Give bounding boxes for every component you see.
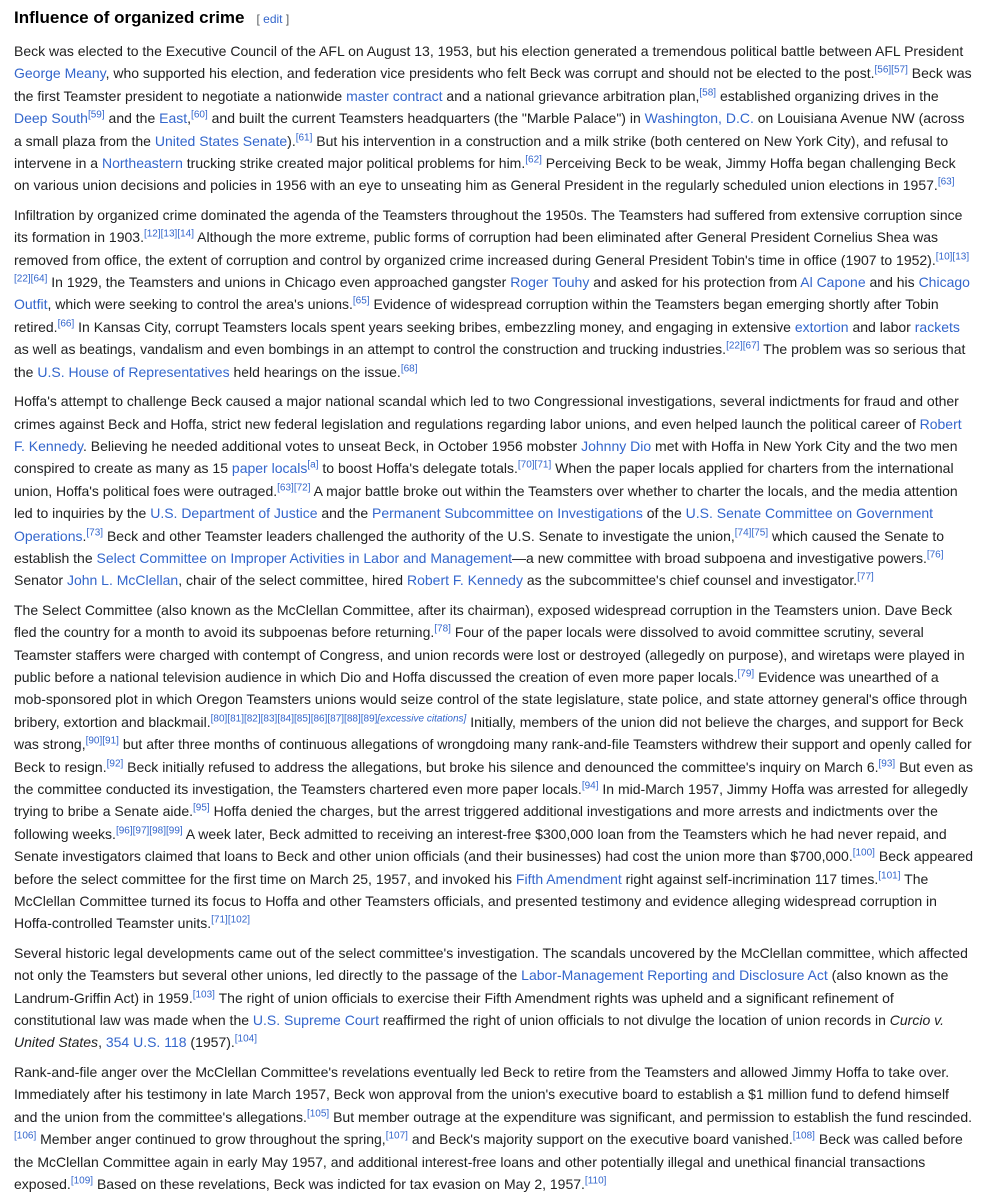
wiki-link[interactable]: Al Capone (800, 274, 866, 291)
text-run: The right of union officials to exercise their Fifth Amendment rights was upheld and a significant refinement of constitutional law was made when the (14, 989, 894, 1029)
citation-link[interactable]: [106] (14, 1130, 37, 1142)
citation-ref (235, 1034, 257, 1045)
citation-ref (525, 154, 542, 165)
wiki-link[interactable]: Chicago Outfit (14, 274, 970, 313)
text-run: and labor (848, 318, 915, 335)
citation-link[interactable]: [71][102] (211, 914, 251, 926)
citation-link[interactable]: [73] (86, 526, 104, 538)
italic-case-name: Curcio v. United States (14, 1012, 944, 1051)
wiki-link[interactable]: Robert F. Kennedy (14, 415, 962, 454)
citation-ref (144, 229, 194, 240)
excessive-citations-link[interactable]: [excessive citations] (377, 713, 467, 725)
citation-link[interactable]: [68] (400, 363, 418, 375)
paragraph-4 (14, 599, 974, 935)
citation-link[interactable]: [70][71] (517, 459, 552, 471)
text-run: Based on these revelations, Beck was indicted for tax evasion on May 2, 1957. (93, 1175, 585, 1192)
text-run: In mid-March 1957, Jimmy Hoffa was arrested for allegedly trying to bribe a Senate aide. (14, 781, 968, 820)
text-run: Hoffa's attempt to challenge Beck caused a major national scandal which led to two Congressional investigations, several indictments for fraud and other crimes against Beck and Hoffa, strict new federal legislation and regulations regarding labor unions, and even helped launch the political career of (14, 393, 959, 432)
text-run: A week later, Beck admitted to receiving an interest-free $300,000 loan from the Teamsters which he had never repaid, and Senate investigators claimed that loans to Beck and other union officials (and their businesses) had cost the union more than $700,000. (14, 825, 947, 865)
text-run: The problem was so serious that the (14, 341, 966, 380)
wiki-link[interactable]: George Meany (14, 65, 106, 82)
citation-ref (582, 780, 599, 791)
text-run: But his intervention in a construction and a milk strike (both centered on New York City), and refusal to intervene in a (14, 132, 949, 172)
wiki-link[interactable]: Select Committee on Improper Activities in Labor and Management (96, 549, 513, 566)
citation-ref (86, 736, 119, 747)
text-run: Although the more extreme, public forms of corruption had been eliminated after General President Cornelius Shea was removed from office, the extent of corruption and control by organized crime increased during General President Tobin's time in office (1907 to 1952). (14, 229, 938, 268)
citation-link[interactable]: [77] (857, 571, 874, 583)
text-run: and asked for his protection from (589, 274, 801, 291)
text-run: (also known as the Landrum-Griffin Act) in 1959. (14, 967, 949, 1006)
citation-link[interactable]: [78] (434, 623, 451, 635)
citation-ref (191, 110, 208, 121)
citation-ref (927, 549, 944, 560)
text-run: , (98, 1034, 106, 1051)
text-run: Beck was elected to the Executive Council of the AFL on August 13, 1953, but his election generated a tremendous political battle between AFL President (14, 43, 964, 59)
text-run: and Beck's majority support on the executive board vanished. (407, 1131, 793, 1148)
citation-ref (307, 460, 318, 471)
text-run: and built the current Teamsters headquarters (the "Marble Palace") in (207, 110, 645, 127)
text-run: , which were seeking to control the area's unions. (47, 296, 353, 313)
text-run: Perceiving Beck to be weak, Jimmy Hoffa began challenging Beck on various union decisions and policies in 1956 with an eye to unseating him as General President in the regularly scheduled union elections in 1957. (14, 155, 956, 194)
section-heading (14, 0, 974, 31)
citation-link[interactable]: [58] (699, 87, 717, 99)
text-run: But member outrage at the expenditure was significant, and permission to establish the fund rescinded. (329, 1108, 973, 1125)
text-run: met with Hoffa in New York City and the two men conspired to create as many as 15 (14, 437, 958, 477)
citation-link[interactable]: [90][91] (85, 735, 119, 747)
citation-link[interactable]: [105] (306, 1108, 330, 1120)
text-run: When the paper locals applied for charters from the international union, Hoffa's political foes were outraged. (14, 460, 954, 499)
text-run: and his (865, 274, 919, 291)
text-run: (1957). (186, 1034, 235, 1051)
citation-link[interactable]: [59] (87, 109, 105, 121)
wiki-link[interactable]: Permanent Subcommittee on Investigations (372, 505, 643, 522)
citation-ref (585, 1175, 607, 1186)
text-run: , chair of the select committee, hired (178, 572, 407, 589)
paragraph-6 (14, 1061, 974, 1195)
citation-link[interactable]: [65] (352, 295, 370, 307)
citation-link[interactable]: [100] (852, 847, 875, 859)
wiki-link[interactable]: U.S. Supreme Court (252, 1012, 379, 1029)
text-run: established organizing drives in the (716, 87, 939, 104)
paragraph-1 (14, 40, 974, 197)
edit-bracket-close: ] (282, 12, 290, 26)
wiki-link[interactable]: Labor-Management Reporting and Disclosure Act (521, 967, 828, 984)
citation-link[interactable]: [10][13][22][64] (14, 251, 970, 285)
citation-ref (88, 110, 105, 121)
text-run: In 1929, the Teamsters and unions in Chicago even approached gangster (47, 274, 511, 291)
text-run: which caused the Senate to establish the (14, 527, 945, 566)
excessive-citations-tag (377, 713, 466, 724)
citation-link[interactable]: [92] (106, 757, 124, 769)
paragraph-2 (14, 204, 974, 383)
citation-ref (699, 87, 716, 98)
citation-ref (879, 758, 896, 769)
citation-link[interactable]: [56][57] (874, 64, 908, 76)
edit-bracket-open: [ (256, 12, 264, 26)
citation-ref (116, 825, 183, 836)
wiki-link[interactable]: paper locals (231, 460, 308, 477)
text-run: to boost Hoffa's delegate totals. (318, 460, 518, 477)
text-run: of the (642, 505, 686, 522)
citation-ref (86, 527, 103, 538)
wiki-link[interactable]: East (159, 110, 188, 127)
citation-ref (401, 363, 418, 374)
text-run: ). (287, 132, 296, 149)
text-run: and a national grievance arbitration plan, (442, 87, 700, 104)
paragraph-5 (14, 942, 974, 1054)
citation-ref (58, 318, 75, 329)
citation-ref (518, 460, 551, 471)
wiki-link[interactable]: rackets (914, 318, 960, 335)
citation-ref (793, 1130, 815, 1141)
citation-link[interactable]: [74][75] (734, 526, 769, 538)
text-run: Infiltration by organized crime dominated the agenda of the Teamsters throughout the 1950s. The Teamsters had suffered from extensive corruption since its formation in 1903. (14, 206, 963, 246)
citation-ref (434, 624, 451, 635)
citation-link[interactable]: [93] (878, 757, 896, 769)
text-run: reaffirmed the right of union officials to not divulge the location of union records in (378, 1012, 890, 1029)
text-run: . Believing he needed additional votes to unseat Beck, in October 1956 mobster (83, 437, 582, 454)
citation-link[interactable]: [61] (295, 131, 313, 143)
citation-link[interactable]: [104] (234, 1033, 258, 1045)
citation-link[interactable]: [109] (70, 1175, 94, 1187)
wiki-link[interactable]: master contract (346, 87, 443, 104)
citation-link[interactable]: [94] (581, 780, 599, 792)
text-run: on Louisiana Avenue NW (across a small plaza from the (14, 110, 965, 149)
text-run: , who supported his election, and federation vice presidents who felt Beck was corrupt and should not be elected to the post. (105, 65, 875, 82)
wiki-link[interactable]: Robert F. Kennedy (406, 572, 523, 589)
text-run: held hearings on the issue. (229, 363, 401, 380)
text-run: But even as the committee conducted its investigation, the Teamsters chartered even more paper locals. (14, 758, 974, 797)
citation-link[interactable]: [12][13][14] (143, 228, 195, 240)
text-run: Hoffa denied the charges, but the arrest triggered additional investigations and more arrests and indictments over the following weeks. (14, 803, 938, 842)
citation-link[interactable]: [108] (792, 1130, 815, 1142)
wiki-link[interactable]: 354 U.S. 118 (105, 1034, 187, 1051)
text-run: Beck appeared before the select committee for the first time on March 25, 1957, and invoked his (14, 848, 974, 887)
citation-ref (277, 482, 310, 493)
text-run: and the (317, 505, 372, 522)
wiki-link[interactable]: Johnny Dio (581, 437, 652, 454)
text-run: Beck initially refused to address the allegations, but broke his silence and denounced the committee's inquiry on March 6. (123, 758, 879, 775)
citation-ref (14, 1130, 36, 1141)
text-run: —a new committee with broad subpoena and investigative powers. (512, 549, 927, 566)
text-run: Beck and other Teamster leaders challenged the authority of the U.S. Senate to investigate the union, (103, 527, 735, 544)
citation-ref (211, 713, 378, 724)
citation-link[interactable]: [103] (192, 989, 215, 1000)
wiki-link[interactable]: Washington, D.C. (644, 110, 754, 127)
citation-ref (386, 1130, 408, 1141)
wiki-link[interactable]: U.S. Senate Committee on Government Operations (14, 505, 934, 544)
citation-ref (938, 177, 955, 188)
wiki-link[interactable]: Northeastern (101, 155, 183, 172)
text-run: Beck was called before the McClellan Committee again in early May 1957, and additional interest-free loans and other potentially illegal and unethical financial transactions exposed. (14, 1131, 963, 1192)
citation-ref (738, 668, 755, 679)
text-run: Evidence was unearthed of a mob-sponsored plot in which Oregon Teamsters unions would seize control of the state legislature, state police, and state attorney general's office through bribery, extortion and blackmail. (14, 668, 968, 730)
citation-link[interactable]: [66] (57, 318, 75, 330)
wiki-link[interactable]: U.S. Department of Justice (150, 505, 318, 522)
citation-ref (107, 758, 124, 769)
wiki-link[interactable]: Fifth Amendment (515, 870, 622, 887)
citation-ref (875, 65, 908, 76)
citation-ref (296, 132, 313, 143)
wiki-link[interactable]: Deep South (14, 110, 88, 127)
citation-link[interactable]: [63][72] (277, 482, 311, 494)
text-run: Senator (14, 572, 67, 589)
text-run: trucking strike created major political problems for him. (182, 155, 526, 172)
citation-ref (307, 1108, 329, 1119)
citation-ref (193, 989, 215, 1000)
text-run: but after three months of continuous allegations of wrongdoing many rank-and-file Teamsters withdrew their support and openly called for Beck to resign. (14, 736, 972, 775)
text-run: The Select Committee (also known as the McClellan Committee, after its chairman), exposed widespread corruption in the Teamsters union. Dave Beck fled the country for a month to avoid its subpoenas before returning. (14, 601, 953, 641)
edit-link[interactable]: edit (263, 12, 283, 26)
wiki-link[interactable]: Roger Touhy (510, 274, 590, 291)
text-run: Beck was the first Teamster president to negotiate a nationwide (14, 65, 972, 104)
citation-link[interactable]: [80][81][82][83][84][85][86][87][88][89] (210, 713, 378, 725)
edit-section (257, 12, 290, 26)
citation-link[interactable]: [96][97][98][99] (115, 825, 183, 837)
citation-ref (726, 341, 759, 352)
wiki-link[interactable]: U.S. House of Representatives (37, 363, 230, 380)
text-run: Initially, members of the union did not believe the charges, and support for Beck was strong, (14, 713, 964, 753)
wiki-link[interactable]: John L. McClellan (66, 572, 179, 589)
citation-ref (878, 870, 900, 881)
text-run: Four of the paper locals were dissolved to avoid committee scrutiny, several Teamster staffers were charged with contempt of Congress, and union records were lost or destroyed (allegedly on purpose), and wiretaps were played in public before a national television audience in which Dio and Hoffa discussed the creation of even more paper locals. (14, 624, 965, 685)
citation-link[interactable]: [79] (737, 668, 755, 680)
citation-link[interactable]: [a] (307, 459, 319, 471)
text-run: and the (104, 110, 160, 127)
text-run: right against self-incrimination 117 times. (621, 870, 879, 887)
citation-link[interactable]: [22][67] (726, 340, 760, 352)
citation-ref (193, 803, 210, 814)
citation-ref (857, 572, 874, 583)
text-run: Several historic legal developments came out of the select committee's investigation. The scandals uncovered by the McClellan committee, which affected not only the Teamsters but several other unions, led directly to the passage of the (14, 944, 968, 984)
text-run: as the subcommittee's chief counsel and investigator. (522, 572, 858, 589)
wiki-link[interactable]: extortion (794, 318, 849, 335)
text-run: , (187, 110, 192, 127)
text-run: Rank-and-file anger over the McClellan Committee's revelations eventually led Beck to retire from the Teamsters and allowed Jimmy Hoffa to take over. Immediately after his testimony in late March 1957, Beck won approval from the union's executive board to establish a $1 million fund to defend himself and the union from the committee's allegations. (14, 1063, 950, 1125)
citation-ref (353, 296, 370, 307)
citation-ref (853, 848, 875, 859)
text-run: Evidence of widespread corruption within the Teamsters began emerging shortly after Tobin retired. (14, 296, 939, 335)
wiki-link[interactable]: United States Senate (154, 132, 288, 149)
article-body (14, 40, 974, 1195)
citation-link[interactable]: [60] (191, 109, 208, 121)
citation-link[interactable]: [76] (926, 549, 944, 561)
text-run: A major battle broke out within the Teamsters over whether to charter the locals, and the media attention led to inquiries by the (14, 482, 958, 522)
citation-link[interactable]: [101] (878, 869, 901, 881)
text-run: Member anger continued to grow throughout the spring, (36, 1131, 386, 1148)
citation-ref (71, 1175, 93, 1186)
citation-link[interactable]: [95] (193, 802, 210, 814)
citation-link[interactable]: [62] (525, 154, 542, 166)
citation-link[interactable]: [110] (584, 1175, 607, 1187)
paragraph-3 (14, 390, 974, 592)
citation-link[interactable]: [107] (385, 1130, 408, 1142)
citation-link[interactable]: [63] (937, 176, 955, 188)
text-run: The McClellan Committee turned its focus to Hoffa and other Teamsters officials, and presented testimony and evidence alleging widespread corruption in Hoffa-controlled Teamster units. (14, 870, 937, 932)
citation-ref (211, 915, 250, 926)
citation-ref (735, 527, 768, 538)
text-run: as well as beatings, vandalism and even bombings in an attempt to control the construction and trucking industries. (14, 341, 727, 358)
section-title: Influence of organized crime (14, 8, 245, 27)
text-run: In Kansas City, corrupt Teamsters locals spent years seeking bribes, embezzling money, and engaging in extensive (74, 318, 795, 335)
text-run: . (82, 527, 87, 544)
